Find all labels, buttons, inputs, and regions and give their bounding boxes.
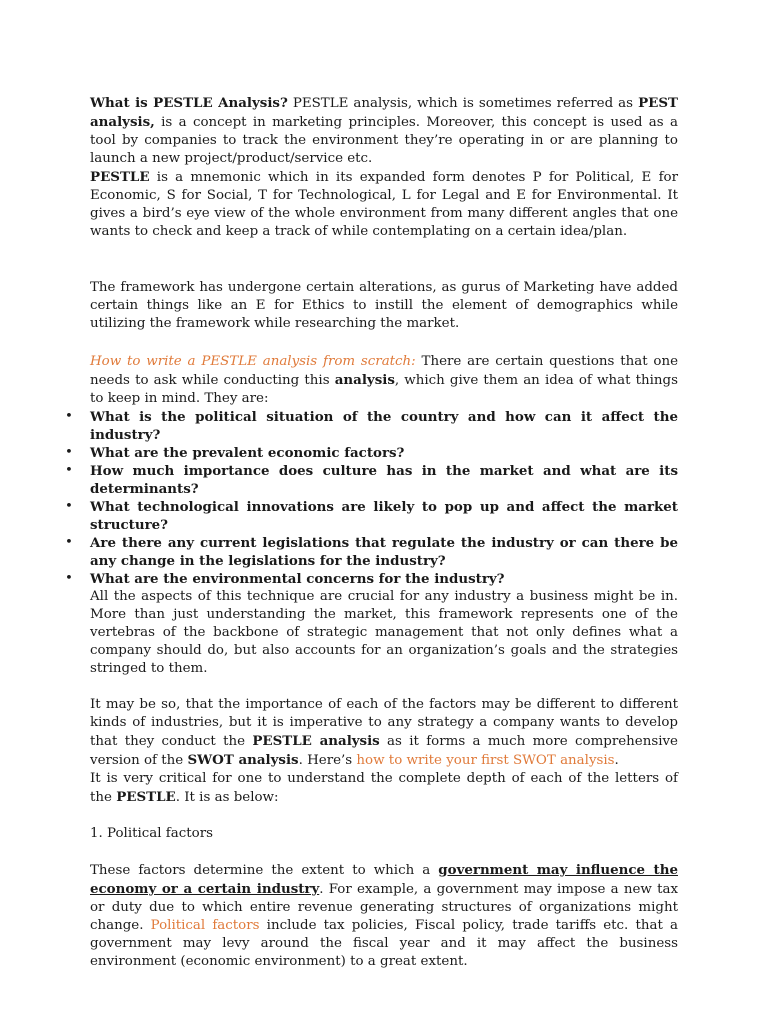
paragraph-how-to: How to write a PESTLE analysis from scratch: There are certain questions that one needs to ask while conducting this analysis, which give them an idea of what things to keep in mind. They are: [90, 354, 678, 406]
paragraph-intro: What is PESTLE Analysis? PESTLE analysis, which is sometimes referred as PEST analysis, is a concept in marketing principles. Moreover, this concept is used as a tool by companies to track the environment they’re operating in or are planning to launch a new project/product/service etc. [90, 95, 678, 166]
list-item: • What technological innovations are likely to pop up and affect the market structure? [90, 498, 678, 534]
paragraph-framework: The framework has undergone certain alterations, as gurus of Marketing have added certain things like an E for Ethics to instill the element of demographics while utilizing the framework while researching the market. [90, 280, 678, 331]
paragraph-critical: It is very critical for one to understand the complete depth of each of the letters of the PESTLE. It is as below: [90, 771, 678, 805]
list-item: • What are the prevalent economic factors? [90, 444, 678, 462]
list-item: • What is the political situation of the country and how can it affect the industry? [90, 408, 678, 444]
section-heading-political: 1. Political factors [90, 826, 213, 841]
pestle-howto-link[interactable]: How to write a PESTLE analysis from scratch: [90, 354, 416, 369]
paragraph-mnemonic: PESTLE is a mnemonic which in its expanded form denotes P for Political, E for Economic, S for Social, T for Technological, L for Legal and E for Environmental. It gives a bird’s eye view of the whole environment from many different angles that one wants to check and keep a track of while contemplating on a certain idea/plan. [90, 169, 678, 239]
list-item: • What are the environmental concerns for the industry? [90, 570, 678, 588]
paragraph-political: These factors determine the extent to which a government may influence the economy or a certain industry. For example, a government may impose a new tax or duty due to which entire revenue generating structures of organizations might change. Political factors include tax policies, Fiscal policy, trade tariffs etc. that a government may levy around the fiscal year and it may affect the business environment (economic environment) to a great extent. [90, 862, 679, 969]
swot-howto-link[interactable]: how to write your first SWOT analysis [356, 753, 615, 768]
political-factors-link[interactable]: Political factors [150, 918, 260, 933]
list-item: • Are there any current legislations that regulate the industry or can there be any change in the legislations for the industry? [90, 534, 678, 570]
underlined-phrase: government may influence the economy or a certain industry [90, 862, 678, 897]
paragraph-importance: It may be so, that the importance of each of the factors may be different to different kinds of industries, but it is imperative to any strategy a company wants to develop that they conduct the PESTLE analysis as it forms a much more comprehensive version of the SWOT analysis. Here’s how to write your first SWOT analysis. [90, 697, 678, 768]
question-label: What is PESTLE Analysis? [90, 95, 288, 111]
list-item: • How much importance does culture has in the market and what are its determinants? [90, 462, 678, 498]
document-body [90, 94, 678, 971]
questions-list [90, 408, 678, 588]
paragraph-aspects: All the aspects of this technique are crucial for any industry a business might be in. More than just understanding the market, this framework represents one of the vertebras of the backbone of strategic management that not only defines what a company should do, but also accounts for an organization’s goals and the strategies stringed to them. [90, 589, 678, 676]
